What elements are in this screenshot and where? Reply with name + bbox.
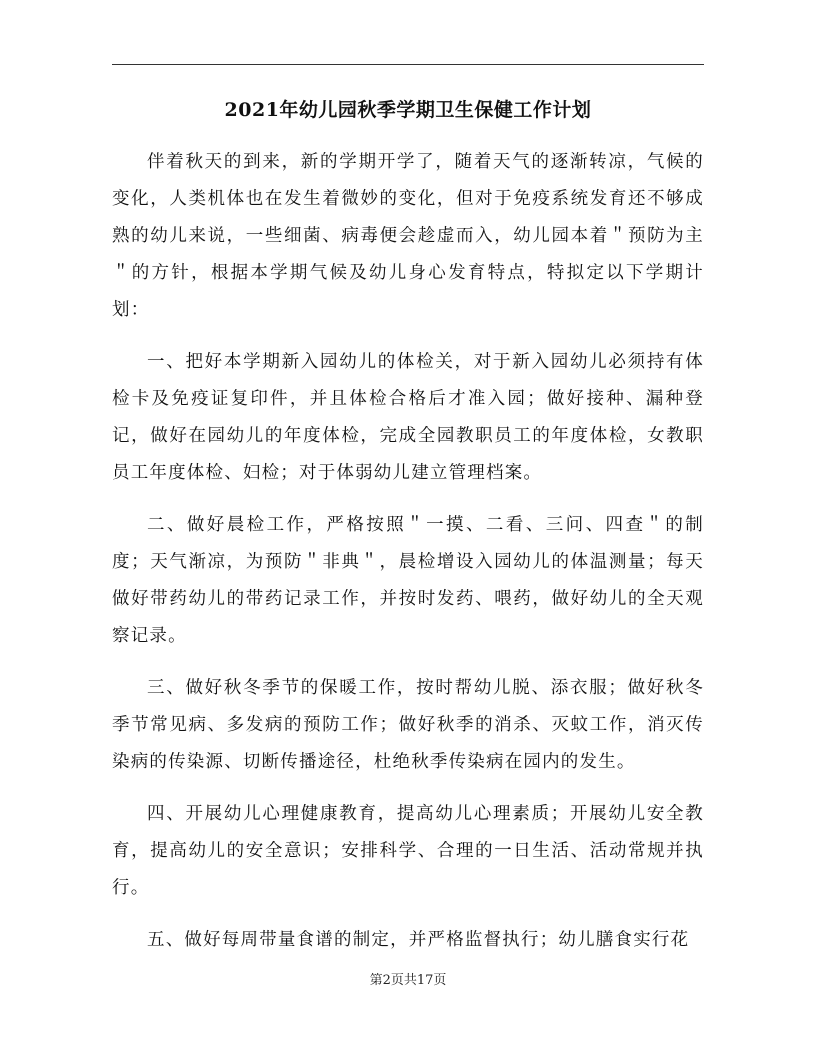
paragraph-item-5: 五、做好每周带量食谱的制定，并严格监督执行；幼儿膳食实行花 — [147, 930, 690, 950]
header-rule — [112, 64, 704, 65]
document-title: 2021年幼儿园秋季学期卫生保健工作计划 — [224, 99, 592, 121]
paragraph-item-1: 一、把好本学期新入园幼儿的体检关，对于新入园幼儿必须持有体检卡及免疫证复印件，并且体检合格后才准入园；做好接种、漏种登记，做好在园幼儿的年度体检，完成全园教职员工的年度体检，女教职员工年度体检、妇检；对于体弱幼儿建立管理档案。 — [112, 352, 704, 483]
page-number: 第2页共17页 — [369, 973, 447, 988]
paragraph-intro: 伴着秋天的到来，新的学期开学了，随着天气的逐渐转凉，气候的变化，人类机体也在发生着微妙的变化，但对于免疫系统发育还不够成熟的幼儿来说，一些细菌、病毒便会趁虚而入，幼儿园本着＂预防为主＂的方针，根据本学期气候及幼儿身心发育特点，特拟定以下学期计划： — [112, 152, 704, 320]
paragraph-item-3: 三、做好秋冬季节的保暖工作，按时帮幼儿脱、添衣服；做好秋冬季节常见病、多发病的预防工作；做好秋季的消杀、灭蚊工作，消灭传染病的传染源、切断传播途径，杜绝秋季传染病在园内的发生。 — [112, 678, 704, 772]
paragraph-item-2: 二、做好晨检工作，严格按照＂一摸、二看、三问、四查＂的制度；天气渐凉，为预防＂非典＂，晨检增设入园幼儿的体温测量；每天做好带药幼儿的带药记录工作，并按时发药、喂药，做好幼儿的全天观察记录。 — [112, 515, 704, 646]
paragraph-item-4: 四、开展幼儿心理健康教育，提高幼儿心理素质；开展幼儿安全教育，提高幼儿的安全意识；安排科学、合理的一日生活、活动常规并执行。 — [112, 804, 704, 898]
document-body — [112, 144, 704, 974]
